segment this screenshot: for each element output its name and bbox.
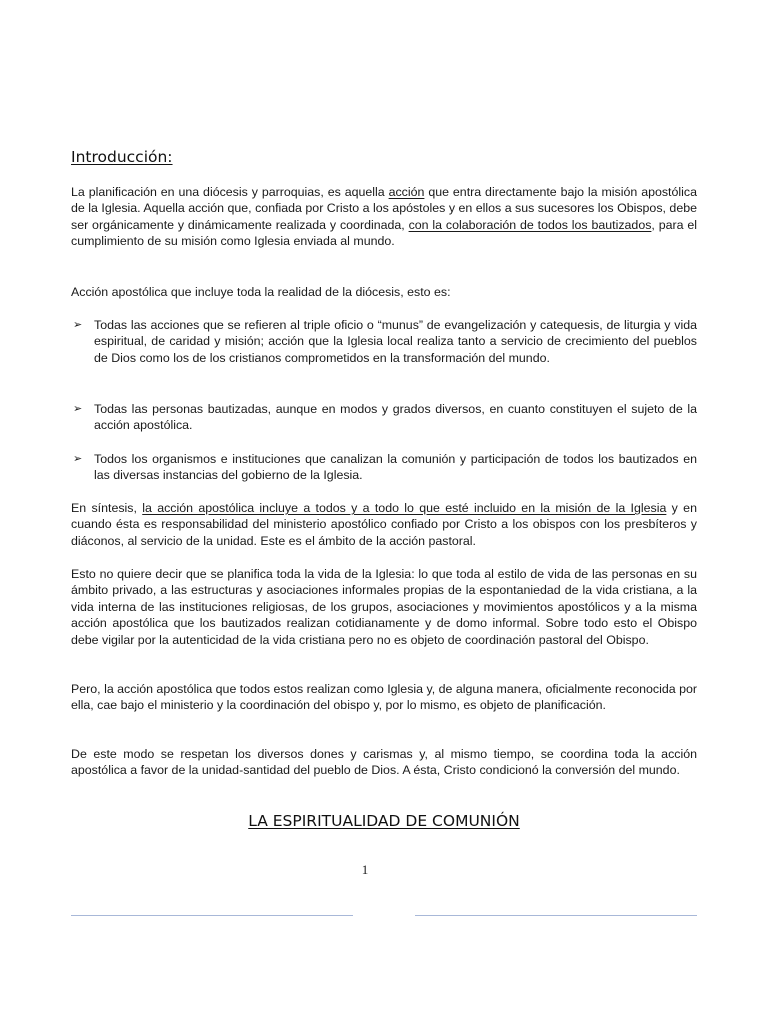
paragraph-gifts-charisms: De este modo se respetan los diversos dones y carismas y, al mismo tiempo, se coordina toda la acción apostólica a favor de la unidad-santidad del pueblo de Dios. A ésta, Cristo condicionó la conversión del mundo. (71, 747, 697, 778)
introduction-heading: Introducción: (71, 148, 173, 166)
arrow-bullet-icon: ➢ (73, 452, 83, 465)
p1-text-1: La planificación en una diócesis y parroquias, es aquella (71, 185, 389, 199)
p3-underline-accion: la acción apostólica incluye a todos y a todo lo que esté incluido en la misión de la Iglesia (142, 501, 667, 515)
paragraph-planning (71, 184, 697, 250)
paragraph-synthesis (71, 500, 697, 549)
bullet-text: Todos los organismos e instituciones que canalizan la comunión y participación de todos los bautizados en las diversas instancias del gobierno de la Iglesia. (94, 452, 697, 483)
arrow-bullet-icon: ➢ (73, 402, 83, 415)
bullet-text: Todas las personas bautizadas, aunque en modos y grados diversos, en cuanto constituyen el sujeto de la acción apostólica. (94, 402, 697, 433)
paragraph-not-planned: Esto no quiere decir que se planifica toda la vida de la Iglesia: lo que toda al estilo de vida de las personas en su ámbito privado, a las estructuras y asociaciones informales propias de la espontaniedad de la vida cristiana, a la vida interna de las instituciones religiosas, de los grupos, asociaciones y movimientos apostólicos y a la misma acción apostólica que los bautizados realizan cotidianamente y de domo informal. Sobre todo esto el Obispo debe vigilar por la autenticidad de la vida cristiana pero no es objeto de coordinación pastoral del Obispo. (71, 567, 697, 647)
bullet-item-organisms (71, 451, 697, 484)
section-title: LA ESPIRITUALIDAD DE COMUNIÓN (248, 812, 520, 830)
footer-divider-left (71, 915, 353, 916)
p1-text-3: , para el cumplimiento de su misión como Iglesia enviada al mundo. (71, 217, 698, 249)
p1-underline-accion: acción (388, 185, 425, 199)
p1-text-2: que entra directamente bajo la misión apostólica de la Iglesia. Aquella acción que, confiada por Cristo a los apóstoles y en ellos a sus sucesores los Obispos, debe ser orgánicamente y dinámicamente realizada y coordinada, (71, 185, 697, 232)
footer-divider-right (415, 915, 697, 916)
arrow-bullet-icon: ➢ (73, 318, 83, 331)
paragraph-apostolic-action: Acción apostólica que incluye toda la realidad de la diócesis, esto es: (71, 285, 451, 299)
bullet-item-persons (71, 401, 697, 434)
bullet-text: Todas las acciones que se refieren al triple oficio o “munus” de evangelización y catequesis, de liturgia y vida espiritual, de caridad y misión; acción que la Iglesia local realiza tanto a servicio de crecimiento del pueblos de Dios como los de los cristianos comprometidos en la transformación del mundo. (94, 318, 697, 365)
paragraph-recognized-action: Pero, la acción apostólica que todos estos realizan como Iglesia y, de alguna manera, oficialmente reconocida por ella, cae bajo el ministerio y la coordinación del obispo y, por lo mismo, es objeto de planificación. (71, 682, 697, 713)
p3-text-1: En síntesis, (71, 501, 143, 515)
bullet-item-actions (71, 317, 697, 366)
p1-underline-colaboracion: con la colaboración de todos los bautizados (408, 217, 652, 232)
page-number: 1 (361, 862, 369, 877)
p3-text-2: y en cuando ésta es responsabilidad del ministerio apostólico confiado por Cristo a los obispos con los presbíteros y diáconos, al servicio de la unidad. Este es el ámbito de la acción pastoral. (71, 501, 697, 548)
